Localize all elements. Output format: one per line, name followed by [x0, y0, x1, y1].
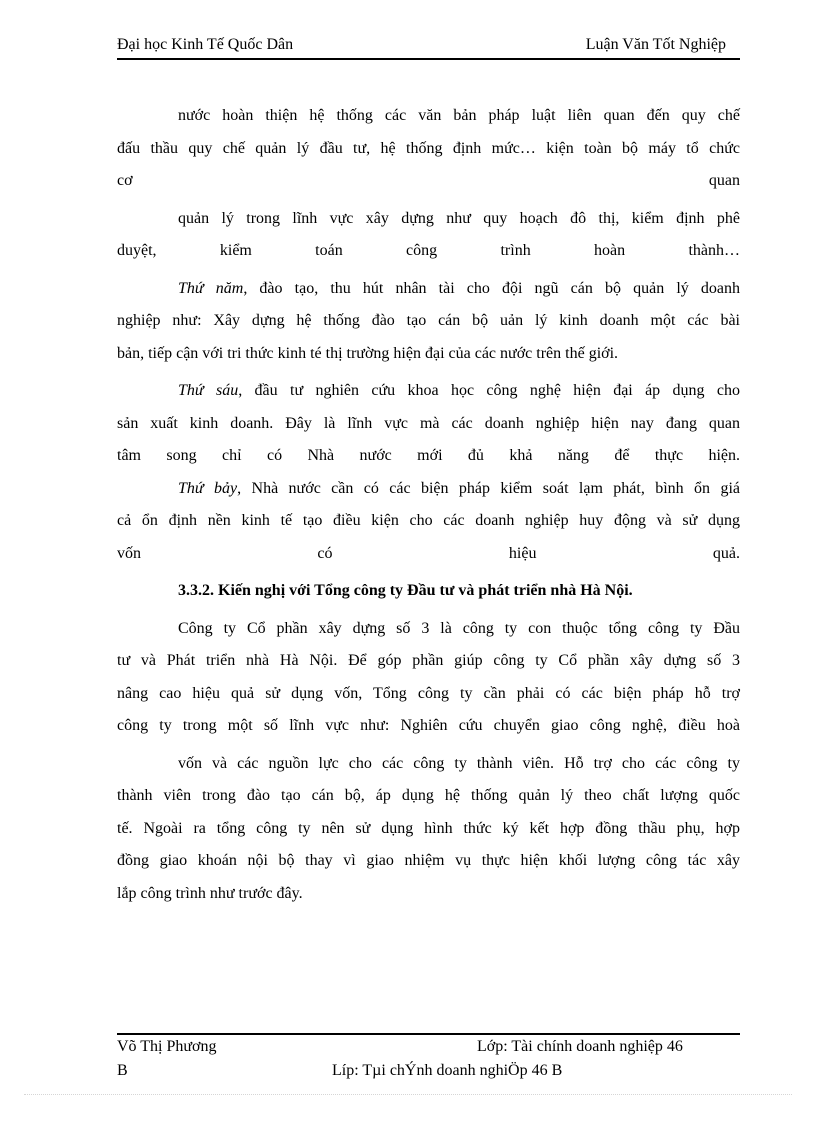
text-line: bản, tiếp cận với tri thức kinh té thị trường hiện đại của các nước trên thế giới.	[117, 344, 619, 362]
paragraph-thu-nam: Thứ năm, đào tạo, thu hút nhân tài cho đội ngũ cán bộ quản lý doanh	[178, 279, 741, 297]
text-line: tế. Ngoài ra tổng công ty nên sử dụng hình thức ký kết hợp đồng thầu phụ, hợp	[117, 819, 740, 837]
italic-label: Thứ năm	[178, 279, 244, 297]
paragraph-thu-sau: Thứ sáu, đầu tư nghiên cứu khoa học công nghệ hiện đại áp dụng cho	[178, 382, 740, 399]
text-line: vốn có hiệu quả.	[117, 544, 740, 562]
italic-label: Thứ bảy	[178, 479, 238, 497]
text-line: sản xuất kinh doanh. Đây là lĩnh vực mà các doanh nghiệp hiện nay đang quan	[117, 414, 740, 432]
text-line: tư và Phát triển nhà Hà Nội. Để góp phần giúp công ty Cổ phần xây dựng số 3	[117, 652, 740, 669]
footer-class-legacy-encoding: Líp: Tµi chÝnh doanh nghiÖp 46 B	[332, 1062, 563, 1079]
footer-author: Võ Thị Phương	[117, 1038, 217, 1055]
text-line: đồng giao khoán nội bộ thay vì giao nhiệm vụ thực hiện khối lượng công tác xây	[117, 852, 740, 869]
text-line: cơ quan	[117, 172, 740, 189]
paragraph-thu-bay: Thứ bảy, Nhà nước cần có các biện pháp kiểm soát lạm phát, bình ổn giá	[178, 479, 740, 497]
text-line: duyệt, kiểm toán công trình hoàn thành…	[117, 242, 740, 259]
text-line: nghiệp như: Xây dựng hệ thống đào tạo cán bộ uản lý kinh doanh một các bài	[117, 312, 740, 329]
text-line: quản lý trong lĩnh vực xây dựng như quy hoạch đô thị, kiểm định phê	[178, 209, 740, 227]
text-line: Công ty Cổ phần xây dựng số 3 là công ty con thuộc tổng công ty Đầu	[178, 619, 740, 637]
section-heading: 3.3.2. Kiến nghị với Tổng công ty Đầu tư và phát triển nhà Hà Nội.	[178, 582, 633, 599]
text-line: thành viên trong đào tạo cán bộ, áp dụng hệ thống quản lý theo chất lượng quốc	[117, 787, 740, 804]
text-line: đấu thầu quy chế quản lý đầu tư, hệ thống định mức… kiện toàn bộ máy tổ chức	[117, 139, 740, 157]
italic-label: Thứ sáu	[178, 382, 239, 399]
document-body	[117, 100, 740, 910]
footer-class: Lớp: Tài chính doanh nghiệp 46	[477, 1038, 683, 1055]
footer-rule	[117, 1033, 740, 1035]
page-header	[117, 36, 740, 60]
text-line: nâng cao hiệu quả sử dụng vốn, Tổng công ty cần phải có các biện pháp hỗ trợ	[117, 684, 740, 702]
text-line: tâm song chỉ có Nhà nước mới đủ khả năng để thực hiện.	[117, 447, 740, 464]
text-line: vốn và các nguồn lực cho các công ty thành viên. Hỗ trợ cho các công ty	[178, 754, 740, 772]
page-bottom-divider	[24, 1094, 792, 1095]
text-line: công ty trong một số lĩnh vực như: Nghiên cứu chuyển giao công nghệ, điều hoà	[117, 717, 740, 734]
text-line: lắp công trình như trước đây.	[117, 884, 303, 902]
header-thesis-title: Luận Văn Tốt Nghiệp	[585, 36, 726, 53]
text-line: cả ổn định nền kinh tế tạo điều kiện cho các doanh nghiệp huy động và sử dụng	[117, 512, 740, 529]
footer-author-suffix: B	[117, 1062, 128, 1079]
header-university: Đại học Kinh Tế Quốc Dân	[117, 36, 294, 53]
text-line: nước hoàn thiện hệ thống các văn bản pháp luật liên quan đến quy chế	[178, 107, 740, 124]
